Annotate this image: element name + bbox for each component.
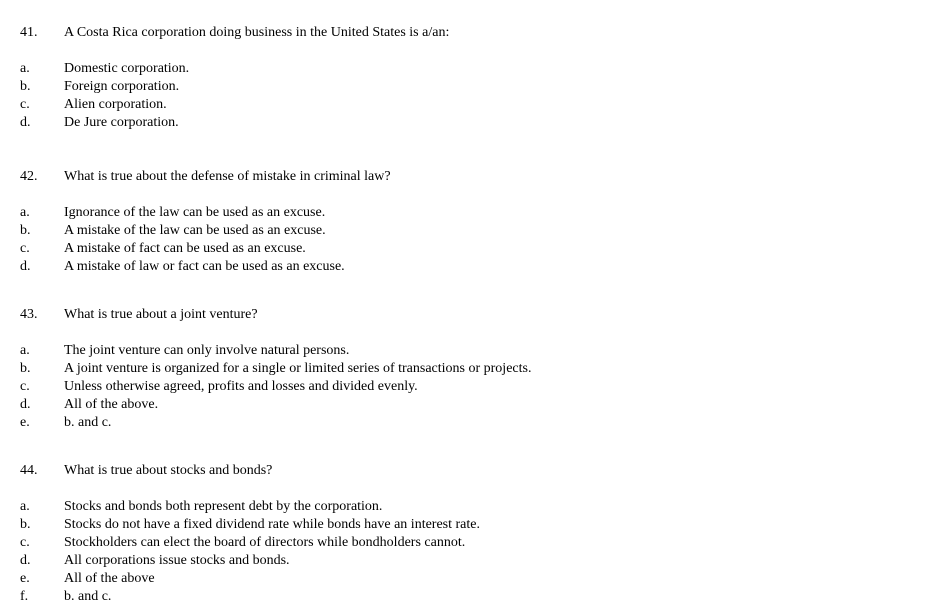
question-number: 42. <box>20 169 38 184</box>
question-43 <box>0 306 930 432</box>
answer-option <box>0 588 930 606</box>
answer-option <box>0 114 930 132</box>
answer-options <box>0 204 930 276</box>
option-text: The joint venture can only involve natural persons. <box>64 343 350 358</box>
question-stem <box>0 24 930 42</box>
option-text: Ignorance of the law can be used as an excuse. <box>64 205 326 220</box>
option-text: Domestic corporation. <box>64 61 190 76</box>
option-letter: f. <box>20 589 29 604</box>
option-letter: e. <box>20 571 30 586</box>
option-letter: b. <box>20 517 31 532</box>
option-text: A mistake of the law can be used as an excuse. <box>64 223 326 238</box>
question-stem <box>0 462 930 480</box>
question-text: What is true about the defense of mistake in criminal law? <box>64 169 391 184</box>
option-text: A joint venture is organized for a single or limited series of transactions or projects. <box>64 361 532 376</box>
option-text: Stockholders can elect the board of directors while bondholders cannot. <box>64 535 466 550</box>
answer-option <box>0 204 930 222</box>
option-text: A mistake of fact can be used as an excuse. <box>64 241 306 256</box>
option-text: Stocks do not have a fixed dividend rate while bonds have an interest rate. <box>64 517 480 532</box>
option-text: All of the above. <box>64 397 159 412</box>
answer-option <box>0 60 930 78</box>
question-number: 43. <box>20 307 38 322</box>
answer-option <box>0 396 930 414</box>
answer-option <box>0 570 930 588</box>
option-text: Unless otherwise agreed, profits and losses and divided evenly. <box>64 379 418 394</box>
option-letter: d. <box>20 553 31 568</box>
answer-option <box>0 258 930 276</box>
question-number: 41. <box>20 25 38 40</box>
option-letter: c. <box>20 535 30 550</box>
option-letter: d. <box>20 115 31 130</box>
question-text: What is true about stocks and bonds? <box>64 463 273 478</box>
option-text: All corporations issue stocks and bonds. <box>64 553 290 568</box>
answer-option <box>0 516 930 534</box>
question-number: 44. <box>20 463 38 478</box>
question-stem <box>0 168 930 186</box>
question-42 <box>0 168 930 276</box>
answer-option <box>0 222 930 240</box>
answer-option <box>0 240 930 258</box>
answer-option <box>0 342 930 360</box>
option-letter: a. <box>20 205 30 220</box>
answer-options <box>0 60 930 132</box>
option-letter: b. <box>20 79 31 94</box>
option-letter: c. <box>20 97 30 112</box>
answer-options <box>0 498 930 606</box>
option-text: De Jure corporation. <box>64 115 179 130</box>
option-text: A mistake of law or fact can be used as an excuse. <box>64 259 345 274</box>
answer-option <box>0 498 930 516</box>
answer-option <box>0 360 930 378</box>
question-text: A Costa Rica corporation doing business in the United States is a/an: <box>64 25 450 40</box>
question-44 <box>0 462 930 606</box>
answer-option <box>0 378 930 396</box>
answer-option <box>0 534 930 552</box>
option-text: All of the above <box>64 571 155 586</box>
option-letter: c. <box>20 379 30 394</box>
question-41 <box>0 24 930 132</box>
option-text: Foreign corporation. <box>64 79 180 94</box>
answer-option <box>0 96 930 114</box>
option-letter: b. <box>20 223 31 238</box>
question-stem <box>0 306 930 324</box>
option-letter: a. <box>20 61 30 76</box>
option-text: Alien corporation. <box>64 97 167 112</box>
option-letter: a. <box>20 343 30 358</box>
option-letter: c. <box>20 241 30 256</box>
answer-options <box>0 342 930 432</box>
answer-option <box>0 414 930 432</box>
option-letter: a. <box>20 499 30 514</box>
option-letter: b. <box>20 361 31 376</box>
option-text: Stocks and bonds both represent debt by the corporation. <box>64 499 383 514</box>
option-letter: d. <box>20 397 31 412</box>
answer-option <box>0 552 930 570</box>
option-text: b. and c. <box>64 415 112 430</box>
answer-option <box>0 78 930 96</box>
option-letter: d. <box>20 259 31 274</box>
question-text: What is true about a joint venture? <box>64 307 258 322</box>
option-text: b. and c. <box>64 589 112 604</box>
option-letter: e. <box>20 415 30 430</box>
